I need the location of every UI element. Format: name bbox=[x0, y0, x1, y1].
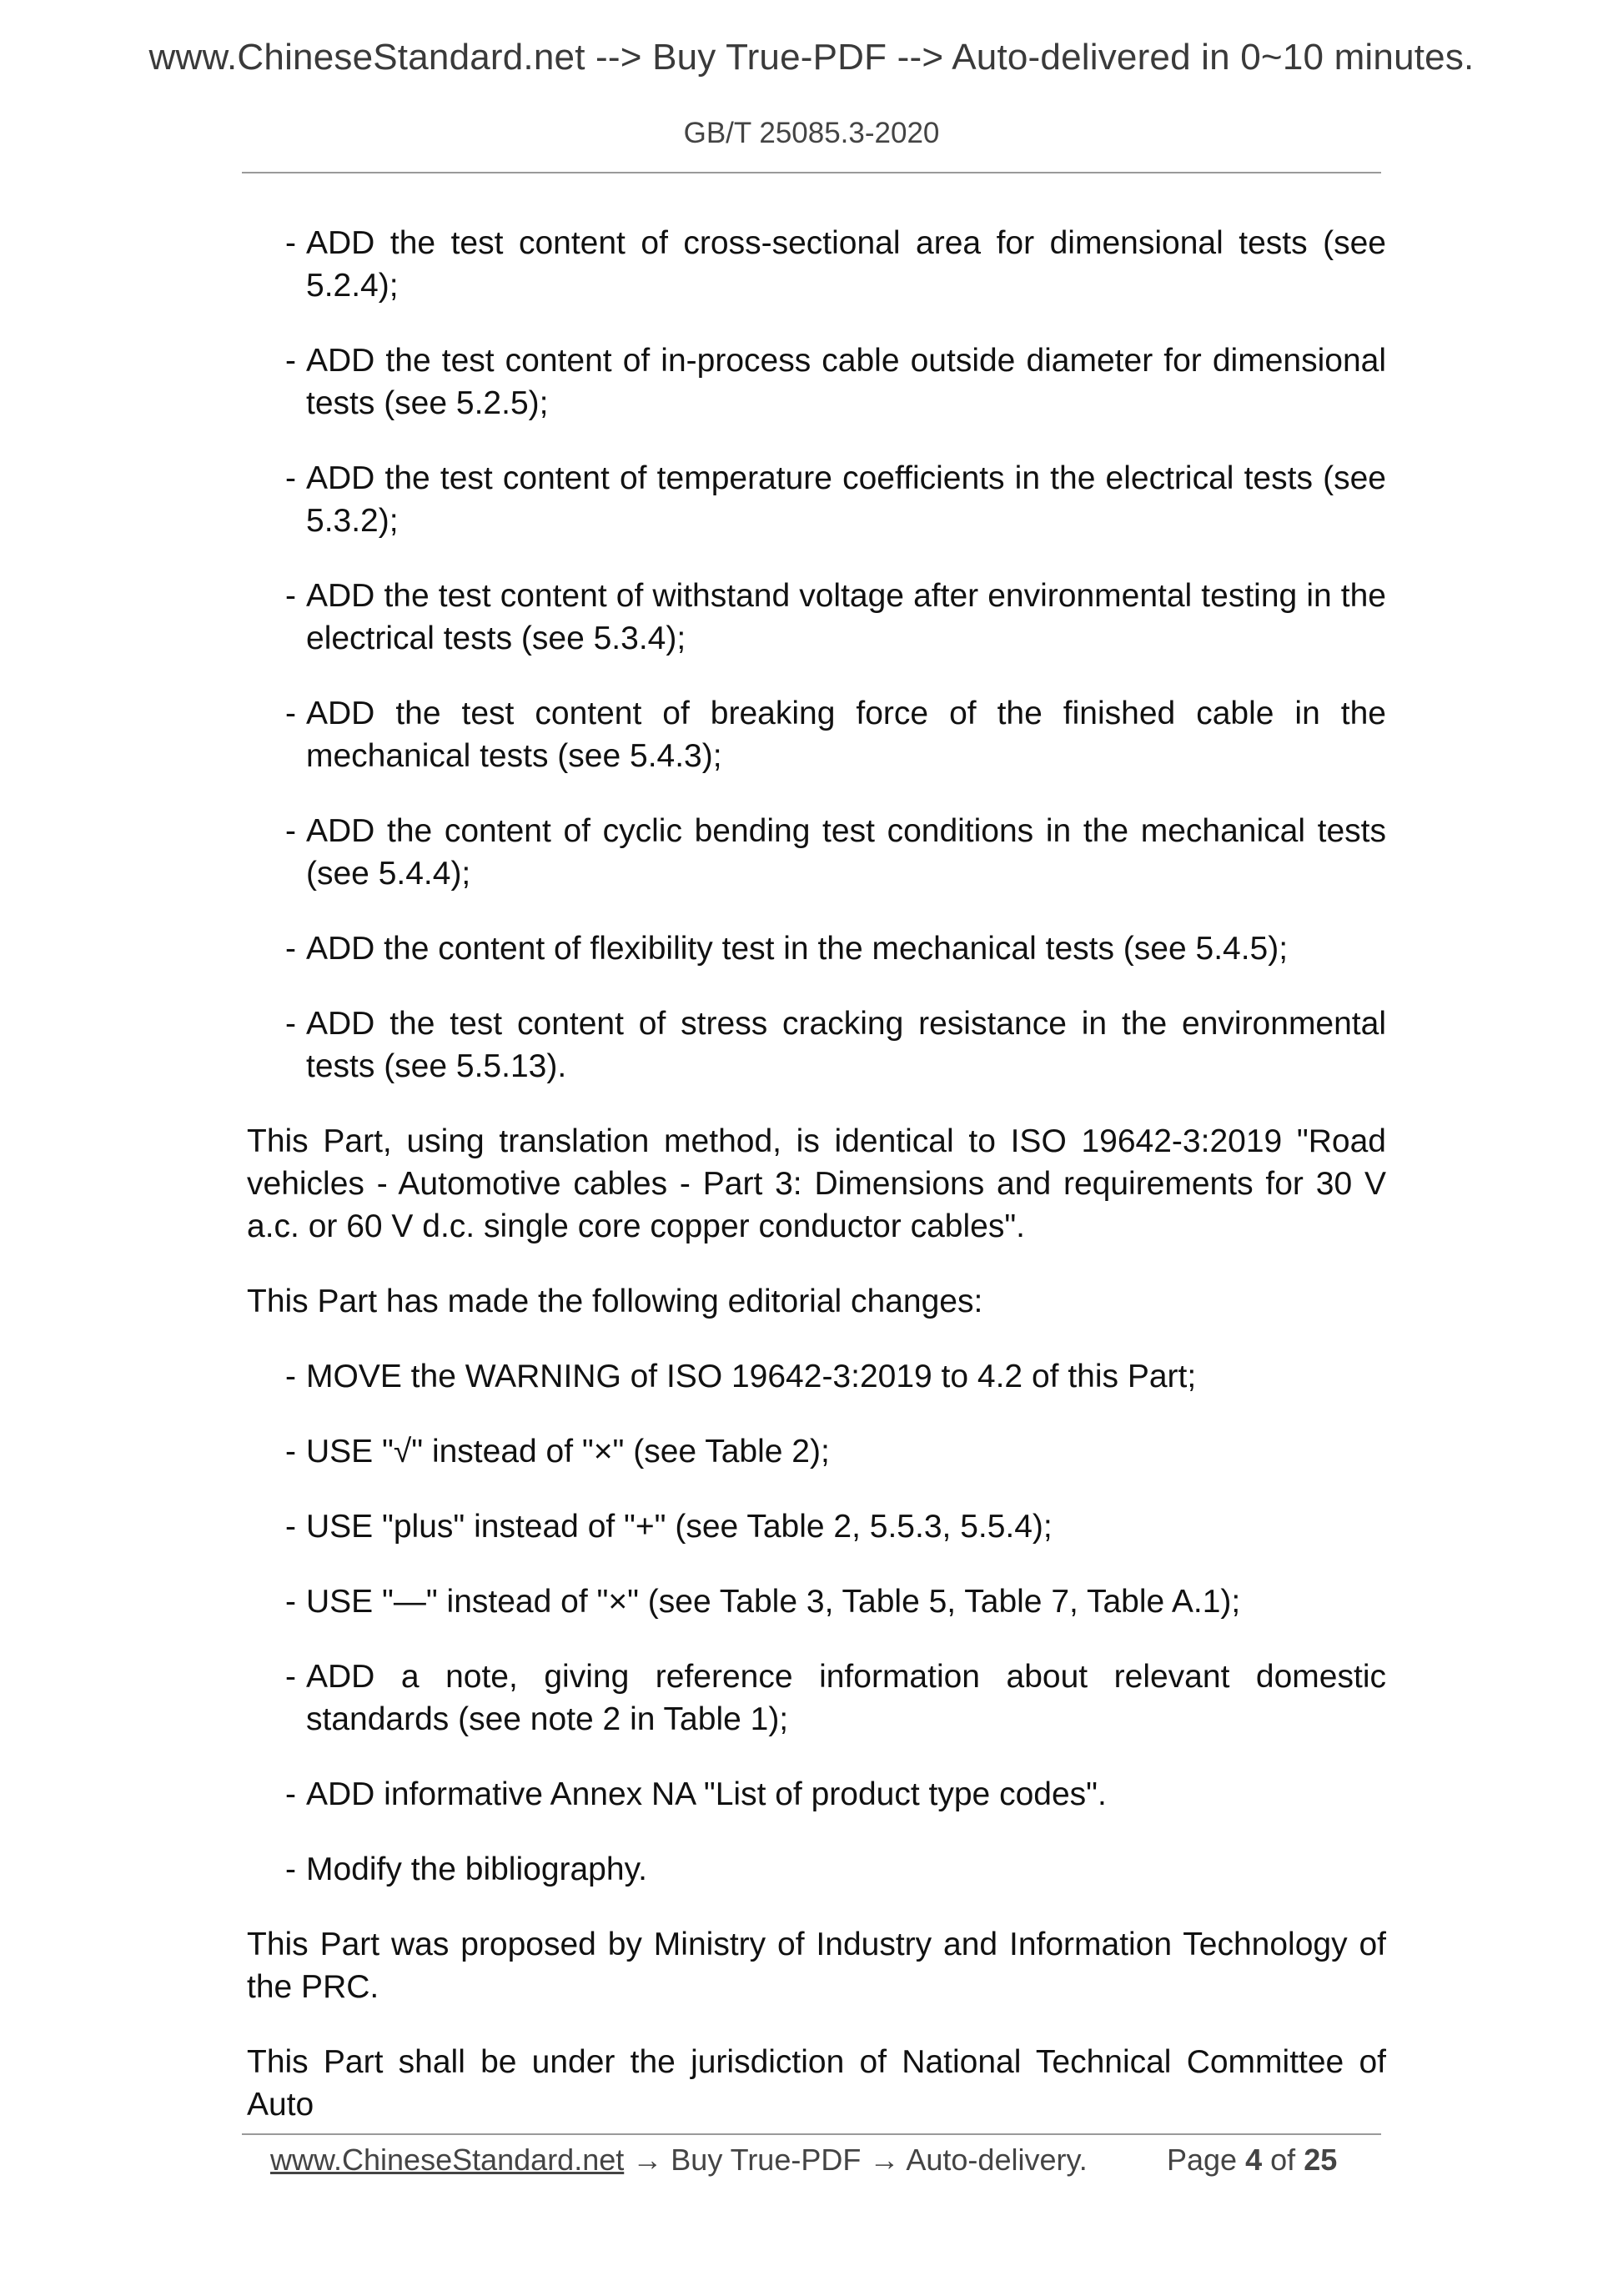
change-item bbox=[285, 575, 1386, 660]
list-dash: - bbox=[285, 343, 296, 379]
top-banner: www.ChineseStandard.net --> Buy True-PDF --> Auto-delivered in 0~10 minutes. bbox=[148, 37, 1475, 78]
footer-divider bbox=[242, 2133, 1381, 2135]
change-item bbox=[285, 692, 1386, 777]
editorial-item bbox=[285, 1848, 1386, 1891]
list-dash: - bbox=[285, 225, 296, 261]
editorial-text: ADD a note, giving reference information about relevant domestic standards (see note 2 in Table 1); bbox=[306, 1659, 1386, 1737]
change-text: ADD the test content of withstand voltage after environmental testing in the electrical tests (see 5.3.4); bbox=[306, 578, 1386, 656]
page-total: 25 bbox=[1304, 2143, 1338, 2177]
standard-code: GB/T 25085.3-2020 bbox=[683, 117, 940, 149]
footer-delivery-text: Auto-delivery. bbox=[906, 2143, 1088, 2177]
change-item bbox=[285, 927, 1386, 970]
change-text: ADD the test content of cross-sectional area for dimensional tests (see 5.2.4); bbox=[306, 225, 1386, 304]
editorial-text: ADD informative Annex NA "List of product type codes". bbox=[306, 1776, 1107, 1812]
page-current: 4 bbox=[1245, 2143, 1263, 2177]
list-dash: - bbox=[285, 1006, 296, 1042]
page-label: Page bbox=[1167, 2143, 1238, 2177]
list-dash: - bbox=[285, 696, 296, 731]
editorial-item bbox=[285, 1505, 1386, 1548]
paragraph-identical: This Part, using translation method, is identical to ISO 19642-3:2019 "Road vehicles - Automotive cables - Part 3: Dimensions and requirements for 30 V a.c. or 60 V d.c. single core copper conductor cables". bbox=[247, 1123, 1386, 1244]
change-text: ADD the test content of stress cracking resistance in the environmental tests (see 5.5.13). bbox=[306, 1006, 1386, 1084]
editorial-item bbox=[285, 1773, 1386, 1816]
editorial-item bbox=[285, 1580, 1386, 1623]
editorial-text: MOVE the WARNING of ISO 19642-3:2019 to 4.2 of this Part; bbox=[306, 1359, 1197, 1394]
list-dash: - bbox=[285, 1584, 296, 1620]
change-text: ADD the content of flexibility test in the mechanical tests (see 5.4.5); bbox=[306, 931, 1289, 967]
change-text: ADD the test content of in-process cable outside diameter for dimensional tests (see 5.2.5); bbox=[306, 343, 1386, 421]
change-item bbox=[285, 1002, 1386, 1088]
list-dash: - bbox=[285, 813, 296, 849]
list-dash: - bbox=[285, 460, 296, 496]
editorial-text: Modify the bibliography. bbox=[306, 1851, 648, 1887]
page-content bbox=[247, 222, 1386, 2158]
change-item bbox=[285, 810, 1386, 895]
list-dash: - bbox=[285, 578, 296, 614]
arrow-right-icon: → bbox=[632, 2143, 663, 2177]
list-dash: - bbox=[285, 931, 296, 967]
paragraph-jurisdiction: This Part shall be under the jurisdiction of National Technical Committee of Auto bbox=[247, 2044, 1386, 2123]
editorial-text: USE "plus" instead of "+" (see Table 2, 5.5.3, 5.5.4); bbox=[306, 1509, 1053, 1545]
editorial-item bbox=[285, 1430, 1386, 1473]
footer-buy-text: Buy True-PDF bbox=[671, 2143, 862, 2177]
footer-site-link[interactable]: www.ChineseStandard.net bbox=[270, 2143, 625, 2177]
paragraph-proposed: This Part was proposed by Ministry of Industry and Information Technology of the PRC. bbox=[247, 1927, 1386, 2005]
list-dash: - bbox=[285, 1359, 296, 1394]
change-text: ADD the test content of breaking force of the finished cable in the mechanical tests (see 5.4.3); bbox=[306, 696, 1386, 774]
list-dash: - bbox=[285, 1509, 296, 1545]
header-divider bbox=[242, 172, 1381, 173]
change-text: ADD the content of cyclic bending test conditions in the mechanical tests (see 5.4.4); bbox=[306, 813, 1386, 892]
paragraph-editorial-intro: This Part has made the following editorial changes: bbox=[247, 1284, 983, 1319]
arrow-right-icon: → bbox=[869, 2143, 900, 2177]
footer bbox=[270, 2139, 1354, 2181]
editorial-text: USE "√" instead of "×" (see Table 2); bbox=[306, 1434, 830, 1470]
editorial-item bbox=[285, 1355, 1386, 1398]
list-dash: - bbox=[285, 1776, 296, 1812]
change-item bbox=[285, 457, 1386, 542]
change-item bbox=[285, 222, 1386, 307]
list-dash: - bbox=[285, 1851, 296, 1887]
list-dash: - bbox=[285, 1434, 296, 1470]
change-item bbox=[285, 339, 1386, 425]
editorial-text: USE "—" instead of "×" (see Table 3, Table 5, Table 7, Table A.1); bbox=[306, 1584, 1241, 1620]
editorial-item bbox=[285, 1655, 1386, 1741]
list-dash: - bbox=[285, 1659, 296, 1695]
change-text: ADD the test content of temperature coefficients in the electrical tests (see 5.3.2); bbox=[306, 460, 1386, 539]
page-of-label: of bbox=[1270, 2143, 1296, 2177]
page-indicator bbox=[1167, 2139, 1337, 2181]
